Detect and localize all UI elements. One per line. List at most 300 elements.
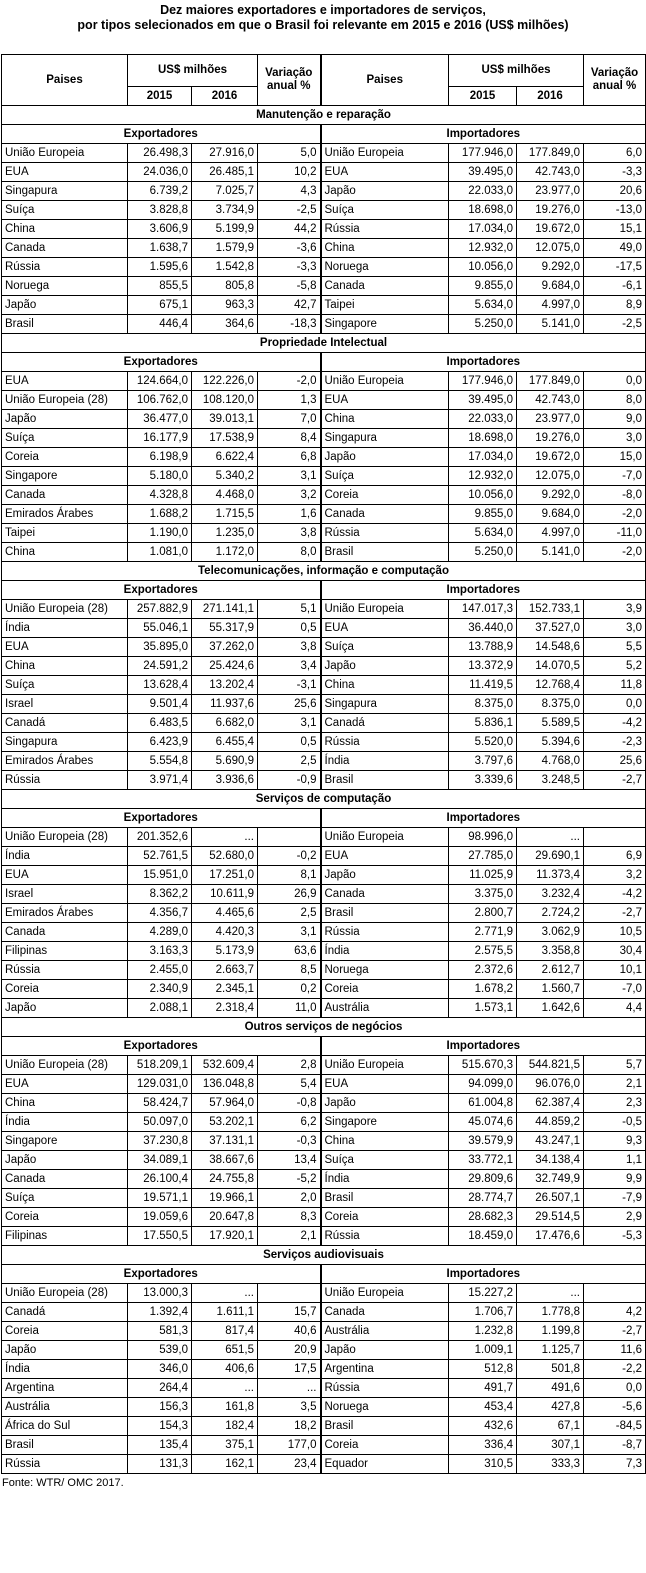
table-row bbox=[2, 220, 646, 239]
exp-value-2016-cell: 271.141,1 bbox=[192, 600, 258, 619]
exp-variation-cell: 15,7 bbox=[258, 1303, 321, 1322]
table-row bbox=[2, 657, 646, 676]
exp-value-2015-cell: 8.362,2 bbox=[128, 885, 192, 904]
imp-value-2015-cell: 45.074,6 bbox=[449, 1113, 517, 1132]
exp-country-cell: Emirados Árabes bbox=[2, 904, 128, 923]
exp-country-cell: Índia bbox=[2, 847, 128, 866]
imp-value-2016-cell: 3.358,8 bbox=[517, 942, 584, 961]
exp-value-2015-cell: 52.761,5 bbox=[128, 847, 192, 866]
imp-value-2015-cell: 1.573,1 bbox=[449, 999, 517, 1018]
table-row bbox=[2, 429, 646, 448]
table-row bbox=[2, 942, 646, 961]
table-row bbox=[2, 904, 646, 923]
imp-value-2015-cell: 515.670,3 bbox=[449, 1056, 517, 1075]
exp-value-2016-cell: 161,8 bbox=[192, 1398, 258, 1417]
exp-value-2016-cell: 4.420,3 bbox=[192, 923, 258, 942]
page-title bbox=[0, 0, 646, 54]
imp-value-2016-cell: 5.394,6 bbox=[517, 733, 584, 752]
exp-country-cell: Noruega bbox=[2, 277, 128, 296]
imp-value-2016-cell: 19.276,0 bbox=[517, 429, 584, 448]
imp-value-2015-cell: 5.836,1 bbox=[449, 714, 517, 733]
imp-variation-cell: 1,1 bbox=[584, 1151, 646, 1170]
exp-value-2016-cell: 20.647,8 bbox=[192, 1208, 258, 1227]
imp-variation-cell: -2,0 bbox=[584, 505, 646, 524]
imp-value-2016-cell: 3.232,4 bbox=[517, 885, 584, 904]
imp-value-2016-cell: 9.292,0 bbox=[517, 486, 584, 505]
exp-country-cell: Coreia bbox=[2, 1322, 128, 1341]
imp-value-2015-cell: 28.682,3 bbox=[449, 1208, 517, 1227]
imp-value-2015-cell: 1.009,1 bbox=[449, 1341, 517, 1360]
imp-variation-cell: 2,1 bbox=[584, 1075, 646, 1094]
exp-value-2016-cell: 17.920,1 bbox=[192, 1227, 258, 1246]
exp-variation-cell: 44,2 bbox=[258, 220, 321, 239]
imp-value-2015-cell: 17.034,0 bbox=[449, 448, 517, 467]
table-row bbox=[2, 448, 646, 467]
imp-variation-cell: 0,0 bbox=[584, 1379, 646, 1398]
imp-value-2016-cell: 19.672,0 bbox=[517, 220, 584, 239]
exp-value-2015-cell: 3.606,9 bbox=[128, 220, 192, 239]
imp-value-2016-cell: 1.642,6 bbox=[517, 999, 584, 1018]
imp-value-2016-cell: 2.724,2 bbox=[517, 904, 584, 923]
imp-country-cell: China bbox=[321, 410, 449, 429]
title-line-2: por tipos selecionados em que o Brasil foi relevante em 2015 e 2016 (US$ milhões) bbox=[77, 18, 569, 32]
imp-country-cell: EUA bbox=[321, 391, 449, 410]
imp-value-2016-cell: 42.743,0 bbox=[517, 391, 584, 410]
imp-value-2015-cell: 39.495,0 bbox=[449, 391, 517, 410]
exp-value-2015-cell: 539,0 bbox=[128, 1341, 192, 1360]
imp-value-2016-cell: 491,6 bbox=[517, 1379, 584, 1398]
importers-label: Importadores bbox=[321, 125, 646, 144]
exp-variation-cell: 18,2 bbox=[258, 1417, 321, 1436]
exp-value-2016-cell: 2.345,1 bbox=[192, 980, 258, 999]
table-row bbox=[2, 676, 646, 695]
exp-value-2016-cell: 406,6 bbox=[192, 1360, 258, 1379]
exp-value-2015-cell: 5.554,8 bbox=[128, 752, 192, 771]
exp-country-cell: Japão bbox=[2, 296, 128, 315]
exp-country-cell: Japão bbox=[2, 410, 128, 429]
imp-variation-cell bbox=[584, 1284, 646, 1303]
imp-country-cell: Coreia bbox=[321, 980, 449, 999]
exp-value-2015-cell: 154,3 bbox=[128, 1417, 192, 1436]
table-row bbox=[2, 467, 646, 486]
table-row bbox=[2, 201, 646, 220]
imp-variation-cell: 15,1 bbox=[584, 220, 646, 239]
exp-variation-cell: 8,3 bbox=[258, 1208, 321, 1227]
imp-variation-cell: 6,9 bbox=[584, 847, 646, 866]
exp-value-2015-cell: 15.951,0 bbox=[128, 866, 192, 885]
imp-country-cell: China bbox=[321, 239, 449, 258]
exp-variation-cell: -18,3 bbox=[258, 315, 321, 334]
table-body bbox=[2, 106, 646, 1474]
exp-value-2015-cell: 37.230,8 bbox=[128, 1132, 192, 1151]
imp-value-2016-cell: 14.548,6 bbox=[517, 638, 584, 657]
imp-value-2015-cell: 5.634,0 bbox=[449, 296, 517, 315]
imp-variation-cell: -4,2 bbox=[584, 885, 646, 904]
title-line-1: Dez maiores exportadores e importadores de serviços, bbox=[160, 3, 486, 17]
exporters-label: Exportadores bbox=[2, 125, 321, 144]
exp-variation-cell: 26,9 bbox=[258, 885, 321, 904]
table-row bbox=[2, 182, 646, 201]
exp-value-2016-cell: 3.936,6 bbox=[192, 771, 258, 790]
section-title: Outros serviços de negócios bbox=[2, 1018, 646, 1037]
exp-value-2015-cell: 4.328,8 bbox=[128, 486, 192, 505]
imp-variation-cell: 7,3 bbox=[584, 1455, 646, 1474]
imp-value-2016-cell: 4.997,0 bbox=[517, 524, 584, 543]
exp-value-2015-cell: 135,4 bbox=[128, 1436, 192, 1455]
table-row bbox=[2, 619, 646, 638]
exp-variation-cell: -0,2 bbox=[258, 847, 321, 866]
imp-value-2016-cell: 32.749,9 bbox=[517, 1170, 584, 1189]
exp-value-2016-cell: 10.611,9 bbox=[192, 885, 258, 904]
table-row bbox=[2, 771, 646, 790]
imp-value-2015-cell: 177.946,0 bbox=[449, 144, 517, 163]
imp-value-2016-cell: 2.612,7 bbox=[517, 961, 584, 980]
imp-country-cell: China bbox=[321, 1132, 449, 1151]
exp-value-2016-cell: 2.318,4 bbox=[192, 999, 258, 1018]
imp-value-2016-cell: 42.743,0 bbox=[517, 163, 584, 182]
imp-value-2015-cell: 1.678,2 bbox=[449, 980, 517, 999]
group-header-row bbox=[2, 353, 646, 372]
exp-value-2016-cell: 19.966,1 bbox=[192, 1189, 258, 1208]
imp-country-cell: China bbox=[321, 676, 449, 695]
imp-variation-cell: -8,7 bbox=[584, 1436, 646, 1455]
imp-variation-cell: -7,9 bbox=[584, 1189, 646, 1208]
exp-value-2016-cell: 57.964,0 bbox=[192, 1094, 258, 1113]
exp-value-2016-cell: 11.937,6 bbox=[192, 695, 258, 714]
imp-value-2015-cell: 5.634,0 bbox=[449, 524, 517, 543]
exporters-label: Exportadores bbox=[2, 1265, 321, 1284]
table-row bbox=[2, 1208, 646, 1227]
importers-label: Importadores bbox=[321, 581, 646, 600]
exp-country-cell: Canadá bbox=[2, 1303, 128, 1322]
exp-value-2015-cell: 19.571,1 bbox=[128, 1189, 192, 1208]
imp-value-2016-cell: 3.248,5 bbox=[517, 771, 584, 790]
imp-value-2016-cell: 43.247,1 bbox=[517, 1132, 584, 1151]
imp-value-2015-cell: 13.788,9 bbox=[449, 638, 517, 657]
table-row bbox=[2, 1227, 646, 1246]
imp-value-2016-cell: 307,1 bbox=[517, 1436, 584, 1455]
table-row bbox=[2, 961, 646, 980]
imp-value-2016-cell: 152.733,1 bbox=[517, 600, 584, 619]
imp-country-cell: União Europeia bbox=[321, 372, 449, 391]
exp-variation-cell: 40,6 bbox=[258, 1322, 321, 1341]
imp-value-2015-cell: 22.033,0 bbox=[449, 410, 517, 429]
imp-value-2016-cell: 62.387,4 bbox=[517, 1094, 584, 1113]
exp-value-2016-cell: ... bbox=[192, 1284, 258, 1303]
exp-value-2016-cell: 1.172,0 bbox=[192, 543, 258, 562]
exp-country-cell: Suíça bbox=[2, 201, 128, 220]
exp-variation-cell: 4,3 bbox=[258, 182, 321, 201]
exp-value-2016-cell: 27.916,0 bbox=[192, 144, 258, 163]
imp-value-2015-cell: 3.375,0 bbox=[449, 885, 517, 904]
imp-value-2016-cell: 12.075,0 bbox=[517, 239, 584, 258]
exp-variation-cell: -2,0 bbox=[258, 372, 321, 391]
exp-country-cell: Israel bbox=[2, 695, 128, 714]
exp-value-2015-cell: 2.088,1 bbox=[128, 999, 192, 1018]
imp-country-cell: Japão bbox=[321, 182, 449, 201]
exp-value-2016-cell: 364,6 bbox=[192, 315, 258, 334]
exp-value-2016-cell: 136.048,8 bbox=[192, 1075, 258, 1094]
imp-value-2016-cell: ... bbox=[517, 828, 584, 847]
imp-value-2015-cell: 94.099,0 bbox=[449, 1075, 517, 1094]
exp-value-2015-cell: 3.971,4 bbox=[128, 771, 192, 790]
exp-country-cell: Canada bbox=[2, 923, 128, 942]
imp-variation-cell: -7,0 bbox=[584, 467, 646, 486]
exp-country-cell: Canada bbox=[2, 486, 128, 505]
exp-variation-cell: 11,0 bbox=[258, 999, 321, 1018]
imp-country-cell: Japão bbox=[321, 448, 449, 467]
exp-value-2016-cell: 7.025,7 bbox=[192, 182, 258, 201]
exp-value-2015-cell: 1.688,2 bbox=[128, 505, 192, 524]
exp-value-2015-cell: 34.089,1 bbox=[128, 1151, 192, 1170]
exp-value-2016-cell: 5.173,9 bbox=[192, 942, 258, 961]
imp-variation-cell: 6,0 bbox=[584, 144, 646, 163]
exp-value-2015-cell: 6.483,5 bbox=[128, 714, 192, 733]
table-row bbox=[2, 885, 646, 904]
exp-variation-cell: -5,8 bbox=[258, 277, 321, 296]
table-row bbox=[2, 847, 646, 866]
imp-country-cell: Suíça bbox=[321, 201, 449, 220]
exp-variation-cell: 8,5 bbox=[258, 961, 321, 980]
table-row bbox=[2, 1056, 646, 1075]
exp-country-cell: Coreia bbox=[2, 980, 128, 999]
exp-variation-cell: 3,8 bbox=[258, 638, 321, 657]
importers-label: Importadores bbox=[321, 353, 646, 372]
imp-value-2016-cell: 12.768,4 bbox=[517, 676, 584, 695]
exp-variation-cell: -0,3 bbox=[258, 1132, 321, 1151]
imp-variation-cell: 11,8 bbox=[584, 676, 646, 695]
imp-country-cell: Canada bbox=[321, 1303, 449, 1322]
exp-value-2015-cell: 1.190,0 bbox=[128, 524, 192, 543]
imp-country-cell: Índia bbox=[321, 942, 449, 961]
imp-country-cell: Japão bbox=[321, 657, 449, 676]
imp-country-cell: União Europeia bbox=[321, 1056, 449, 1075]
exp-value-2016-cell: 39.013,1 bbox=[192, 410, 258, 429]
table-row bbox=[2, 923, 646, 942]
imp-country-cell: Suíça bbox=[321, 467, 449, 486]
exp-value-2016-cell: 4.468,0 bbox=[192, 486, 258, 505]
imp-variation-cell: 3,9 bbox=[584, 600, 646, 619]
imp-value-2015-cell: 18.459,0 bbox=[449, 1227, 517, 1246]
imp-variation-cell: -17,5 bbox=[584, 258, 646, 277]
exp-value-2015-cell: 1.392,4 bbox=[128, 1303, 192, 1322]
exporters-label: Exportadores bbox=[2, 1037, 321, 1056]
exp-country-cell: EUA bbox=[2, 372, 128, 391]
imp-value-2016-cell: 333,3 bbox=[517, 1455, 584, 1474]
section-header-row bbox=[2, 562, 646, 581]
imp-value-2015-cell: 2.800,7 bbox=[449, 904, 517, 923]
imp-value-2015-cell: 13.372,9 bbox=[449, 657, 517, 676]
imp-country-cell: Índia bbox=[321, 1170, 449, 1189]
exp-country-cell: Taipei bbox=[2, 524, 128, 543]
exp-value-2015-cell: 518.209,1 bbox=[128, 1056, 192, 1075]
imp-country-cell: Índia bbox=[321, 752, 449, 771]
imp-value-2015-cell: 39.579,9 bbox=[449, 1132, 517, 1151]
imp-variation-cell: -2,0 bbox=[584, 543, 646, 562]
imp-value-2016-cell: 19.672,0 bbox=[517, 448, 584, 467]
imp-value-2016-cell: 44.859,2 bbox=[517, 1113, 584, 1132]
exp-value-2015-cell: 581,3 bbox=[128, 1322, 192, 1341]
imp-country-cell: União Europeia bbox=[321, 600, 449, 619]
exp-country-cell: Canadá bbox=[2, 714, 128, 733]
section-header-row bbox=[2, 106, 646, 125]
imp-value-2015-cell: 9.855,0 bbox=[449, 505, 517, 524]
imp-value-2015-cell: 310,5 bbox=[449, 1455, 517, 1474]
exp-variation-cell: 6,2 bbox=[258, 1113, 321, 1132]
table-row bbox=[2, 714, 646, 733]
exp-value-2016-cell: 37.131,1 bbox=[192, 1132, 258, 1151]
exp-variation-cell: 3,2 bbox=[258, 486, 321, 505]
imp-value-2016-cell: 37.527,0 bbox=[517, 619, 584, 638]
table-row bbox=[2, 543, 646, 562]
imp-value-2016-cell: 5.141,0 bbox=[517, 543, 584, 562]
exp-country-cell: Canada bbox=[2, 1170, 128, 1189]
imp-value-2016-cell: 12.075,0 bbox=[517, 467, 584, 486]
table-row bbox=[2, 1170, 646, 1189]
imp-country-cell: Singapura bbox=[321, 429, 449, 448]
imp-country-cell: Suíça bbox=[321, 1151, 449, 1170]
imp-variation-cell: 49,0 bbox=[584, 239, 646, 258]
imp-value-2015-cell: 17.034,0 bbox=[449, 220, 517, 239]
imp-variation-cell: 0,0 bbox=[584, 695, 646, 714]
table-row bbox=[2, 752, 646, 771]
exp-value-2015-cell: 16.177,9 bbox=[128, 429, 192, 448]
exp-country-cell: Emirados Árabes bbox=[2, 752, 128, 771]
imp-country-cell: Coreia bbox=[321, 1436, 449, 1455]
imp-country-cell: Brasil bbox=[321, 904, 449, 923]
imp-value-2015-cell: 15.227,2 bbox=[449, 1284, 517, 1303]
exp-country-cell: Japão bbox=[2, 999, 128, 1018]
imp-country-cell: Canada bbox=[321, 885, 449, 904]
imp-value-2016-cell: 19.276,0 bbox=[517, 201, 584, 220]
exp-country-cell: Rússia bbox=[2, 258, 128, 277]
imp-value-2016-cell: 4.997,0 bbox=[517, 296, 584, 315]
header-2015-imp: 2015 bbox=[449, 87, 517, 106]
imp-value-2016-cell: 1.778,8 bbox=[517, 1303, 584, 1322]
imp-country-cell: Noruega bbox=[321, 961, 449, 980]
imp-value-2016-cell: 34.138,4 bbox=[517, 1151, 584, 1170]
exp-variation-cell: 5,4 bbox=[258, 1075, 321, 1094]
imp-value-2016-cell: 29.514,5 bbox=[517, 1208, 584, 1227]
exp-country-cell: União Europeia bbox=[2, 144, 128, 163]
imp-country-cell: Noruega bbox=[321, 1398, 449, 1417]
exp-country-cell: Japão bbox=[2, 1151, 128, 1170]
exp-value-2015-cell: 24.036,0 bbox=[128, 163, 192, 182]
exp-country-cell: Singapore bbox=[2, 1132, 128, 1151]
exporters-label: Exportadores bbox=[2, 353, 321, 372]
imp-variation-cell: -4,2 bbox=[584, 714, 646, 733]
header-2015-exp: 2015 bbox=[128, 87, 192, 106]
exp-value-2015-cell: 106.762,0 bbox=[128, 391, 192, 410]
exp-value-2015-cell: 346,0 bbox=[128, 1360, 192, 1379]
imp-value-2015-cell: 61.004,8 bbox=[449, 1094, 517, 1113]
imp-value-2015-cell: 432,6 bbox=[449, 1417, 517, 1436]
imp-variation-cell: -0,5 bbox=[584, 1113, 646, 1132]
exp-value-2016-cell: 1.611,1 bbox=[192, 1303, 258, 1322]
imp-country-cell: Rússia bbox=[321, 1227, 449, 1246]
imp-value-2016-cell: 9.292,0 bbox=[517, 258, 584, 277]
exp-country-cell: Singapore bbox=[2, 467, 128, 486]
section-header-row bbox=[2, 1246, 646, 1265]
table-row bbox=[2, 600, 646, 619]
exp-variation-cell: 3,5 bbox=[258, 1398, 321, 1417]
table-row bbox=[2, 980, 646, 999]
exp-value-2016-cell: 805,8 bbox=[192, 277, 258, 296]
exp-country-cell: Singapura bbox=[2, 733, 128, 752]
table-row bbox=[2, 999, 646, 1018]
importers-label: Importadores bbox=[321, 1265, 646, 1284]
services-table bbox=[1, 54, 646, 1474]
imp-value-2015-cell: 12.932,0 bbox=[449, 239, 517, 258]
imp-value-2015-cell: 29.809,6 bbox=[449, 1170, 517, 1189]
exp-country-cell: Índia bbox=[2, 1113, 128, 1132]
exp-value-2015-cell: 13.000,3 bbox=[128, 1284, 192, 1303]
imp-variation-cell: 4,4 bbox=[584, 999, 646, 1018]
imp-value-2016-cell: 5.589,5 bbox=[517, 714, 584, 733]
imp-value-2016-cell: 96.076,0 bbox=[517, 1075, 584, 1094]
imp-value-2015-cell: 453,4 bbox=[449, 1398, 517, 1417]
exp-value-2016-cell: 52.680,0 bbox=[192, 847, 258, 866]
section-header-row bbox=[2, 1018, 646, 1037]
imp-value-2015-cell: 2.575,5 bbox=[449, 942, 517, 961]
exp-value-2015-cell: 58.424,7 bbox=[128, 1094, 192, 1113]
imp-value-2016-cell: 1.560,7 bbox=[517, 980, 584, 999]
imp-country-cell: Singapura bbox=[321, 695, 449, 714]
exp-variation-cell: 1,6 bbox=[258, 505, 321, 524]
imp-country-cell: Austrália bbox=[321, 999, 449, 1018]
exp-value-2015-cell: 2.455,0 bbox=[128, 961, 192, 980]
exp-country-cell: União Europeia (28) bbox=[2, 600, 128, 619]
imp-variation-cell: 2,3 bbox=[584, 1094, 646, 1113]
group-header-row bbox=[2, 809, 646, 828]
exp-value-2016-cell: 5.690,9 bbox=[192, 752, 258, 771]
exp-country-cell: Austrália bbox=[2, 1398, 128, 1417]
imp-country-cell: Argentina bbox=[321, 1360, 449, 1379]
exp-country-cell: Israel bbox=[2, 885, 128, 904]
exp-country-cell: União Europeia (28) bbox=[2, 1056, 128, 1075]
exp-country-cell: Índia bbox=[2, 1360, 128, 1379]
table-row bbox=[2, 695, 646, 714]
imp-value-2016-cell: 17.476,6 bbox=[517, 1227, 584, 1246]
exp-country-cell: EUA bbox=[2, 163, 128, 182]
table-row bbox=[2, 296, 646, 315]
table-row bbox=[2, 733, 646, 752]
table-row bbox=[2, 315, 646, 334]
imp-variation-cell: 10,5 bbox=[584, 923, 646, 942]
exp-value-2016-cell: 651,5 bbox=[192, 1341, 258, 1360]
exporters-label: Exportadores bbox=[2, 581, 321, 600]
imp-value-2015-cell: 177.946,0 bbox=[449, 372, 517, 391]
exp-variation-cell: 8,4 bbox=[258, 429, 321, 448]
imp-value-2015-cell: 2.372,6 bbox=[449, 961, 517, 980]
imp-value-2015-cell: 18.698,0 bbox=[449, 429, 517, 448]
exp-variation-cell bbox=[258, 828, 321, 847]
exp-country-cell: China bbox=[2, 657, 128, 676]
exp-variation-cell: 2,8 bbox=[258, 1056, 321, 1075]
exp-country-cell: Filipinas bbox=[2, 942, 128, 961]
imp-variation-cell: 10,1 bbox=[584, 961, 646, 980]
imp-variation-cell: -2,7 bbox=[584, 1322, 646, 1341]
imp-variation-cell: 4,2 bbox=[584, 1303, 646, 1322]
imp-variation-cell: -7,0 bbox=[584, 980, 646, 999]
exp-value-2016-cell: 963,3 bbox=[192, 296, 258, 315]
exporters-label: Exportadores bbox=[2, 809, 321, 828]
imp-value-2015-cell: 11.025,9 bbox=[449, 866, 517, 885]
imp-country-cell: Taipei bbox=[321, 296, 449, 315]
section-title: Serviços audiovisuais bbox=[2, 1246, 646, 1265]
header-paises-exp: Paises bbox=[2, 55, 128, 106]
exp-value-2015-cell: 1.638,7 bbox=[128, 239, 192, 258]
